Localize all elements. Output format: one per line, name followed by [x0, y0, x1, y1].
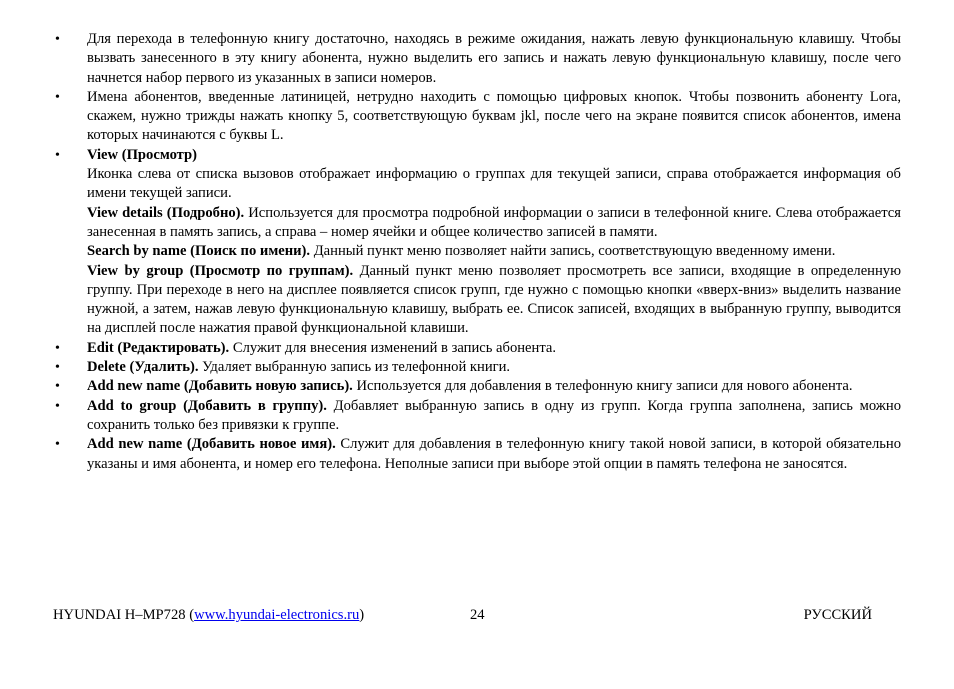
bullet-item-phonebook-access	[0, 30, 901, 88]
page-footer	[0, 606, 954, 626]
bullet-item-latin-search	[0, 88, 901, 146]
page-number: 24	[470, 607, 485, 623]
term-label: Delete (Удалить).	[87, 359, 199, 376]
term-description: Добавляет выбранную запись в одну из групп. Когда группа заполнена, запись можно сохранить только без привязки к группе.	[87, 397, 901, 433]
manual-page	[0, 30, 954, 474]
bullet-icon: •	[55, 340, 60, 356]
section-heading-view: View (Просмотр)	[87, 146, 197, 163]
sub-item-search-by-name	[87, 242, 901, 261]
footer-website-link[interactable]: www.hyundai-electronics.ru	[194, 607, 360, 623]
footer-model-close: )	[359, 607, 365, 623]
term-description: Используется для просмотра подробной информации о записи в телефонной книге. Слева отображается занесенная в память запись, а справа – номер ячейки и общее количество записей в памяти.	[87, 204, 901, 240]
paragraph-text	[87, 339, 901, 358]
footer-language: РУССКИЙ	[803, 607, 872, 623]
term-label: Add new name (Добавить новую запись).	[87, 378, 353, 395]
term-description: Служит для внесения изменений в запись абонента.	[229, 339, 557, 356]
term-label: Add to group (Добавить в группу).	[87, 397, 327, 414]
sub-item-view-by-group	[87, 262, 901, 339]
bullet-icon: •	[55, 89, 60, 105]
footer-model	[53, 606, 364, 624]
term-label: Edit (Редактировать).	[87, 339, 230, 356]
term-label: View details (Подробно).	[87, 204, 245, 221]
bullet-icon: •	[55, 398, 60, 414]
bullet-item-add-new-record	[0, 377, 901, 396]
bullet-icon: •	[55, 379, 60, 395]
term-description: Удаляет выбранную запись из телефонной книги.	[198, 359, 511, 376]
sub-item-view-details	[87, 204, 901, 243]
bullet-icon: •	[55, 360, 60, 376]
bullet-item-add-new-name	[0, 435, 901, 474]
paragraph-text: Иконка слева от списка вызовов отображает информацию о группах для текущей записи, справа отображается информация об имени текущей записи.	[87, 166, 901, 202]
term-description: Данный пункт меню позволяет просмотреть все записи, входящие в определенную группу. При переходе в него на дисплее появляется список групп, где нужно с помощью кнопки «вверх-вниз» выделить название нужной, а затем, нажав левую функциональную клавишу, выбрать ее. Список записей, входящих в выбранную группу, выводится на дисплей после нажатия правой функциональной клавиши.	[87, 262, 901, 337]
bullet-item-delete	[0, 358, 901, 377]
paragraph-text	[87, 397, 901, 436]
term-label: Search by name (Поиск по имени).	[87, 243, 311, 260]
term-label: View by group (Просмотр по группам).	[87, 262, 354, 279]
paragraph-text	[87, 358, 901, 377]
term-description: Данный пункт меню позволяет найти запись, соответствующую введенному имени.	[310, 243, 836, 260]
term-description: Служит для добавления в телефонную книгу такой новой записи, в которой обязательно указаны и имя абонента, и номер его телефона. Неполные записи при выборе этой опции в память телефона не заносятся.	[87, 436, 902, 472]
bullet-item-edit	[0, 339, 901, 358]
paragraph-text: Для перехода в телефонную книгу достаточно, находясь в режиме ожидания, нажать левую функциональную клавишу. Чтобы вызвать занесенного в эту книгу абонента, нужно выделить его запись и нажать левую функциональную клавишу, после чего начнется набор первого из указанных в записи номеров.	[87, 31, 901, 86]
bullet-item-add-to-group	[0, 397, 901, 436]
footer-model-text: HYUNDAI H–MP728 (	[53, 607, 195, 623]
bullet-icon: •	[55, 32, 60, 47]
bullet-item-view	[0, 146, 901, 339]
paragraph-text	[87, 377, 901, 396]
term-description: Используется для добавления в телефонную книгу записи для нового абонента.	[352, 378, 853, 395]
paragraph-text	[87, 435, 901, 474]
term-label: Add new name (Добавить новое имя).	[87, 436, 336, 453]
bullet-icon: •	[55, 147, 60, 163]
bullet-icon: •	[55, 437, 60, 453]
paragraph-text: Имена абонентов, введенные латиницей, нетрудно находить с помощью цифровых кнопок. Чтобы позвонить абоненту Lora, скажем, нужно трижды нажать кнопку 5, соответствующую буквам jkl, после чего на экране появится список абонентов, имена которых начинаются с буквы L.	[87, 88, 901, 144]
